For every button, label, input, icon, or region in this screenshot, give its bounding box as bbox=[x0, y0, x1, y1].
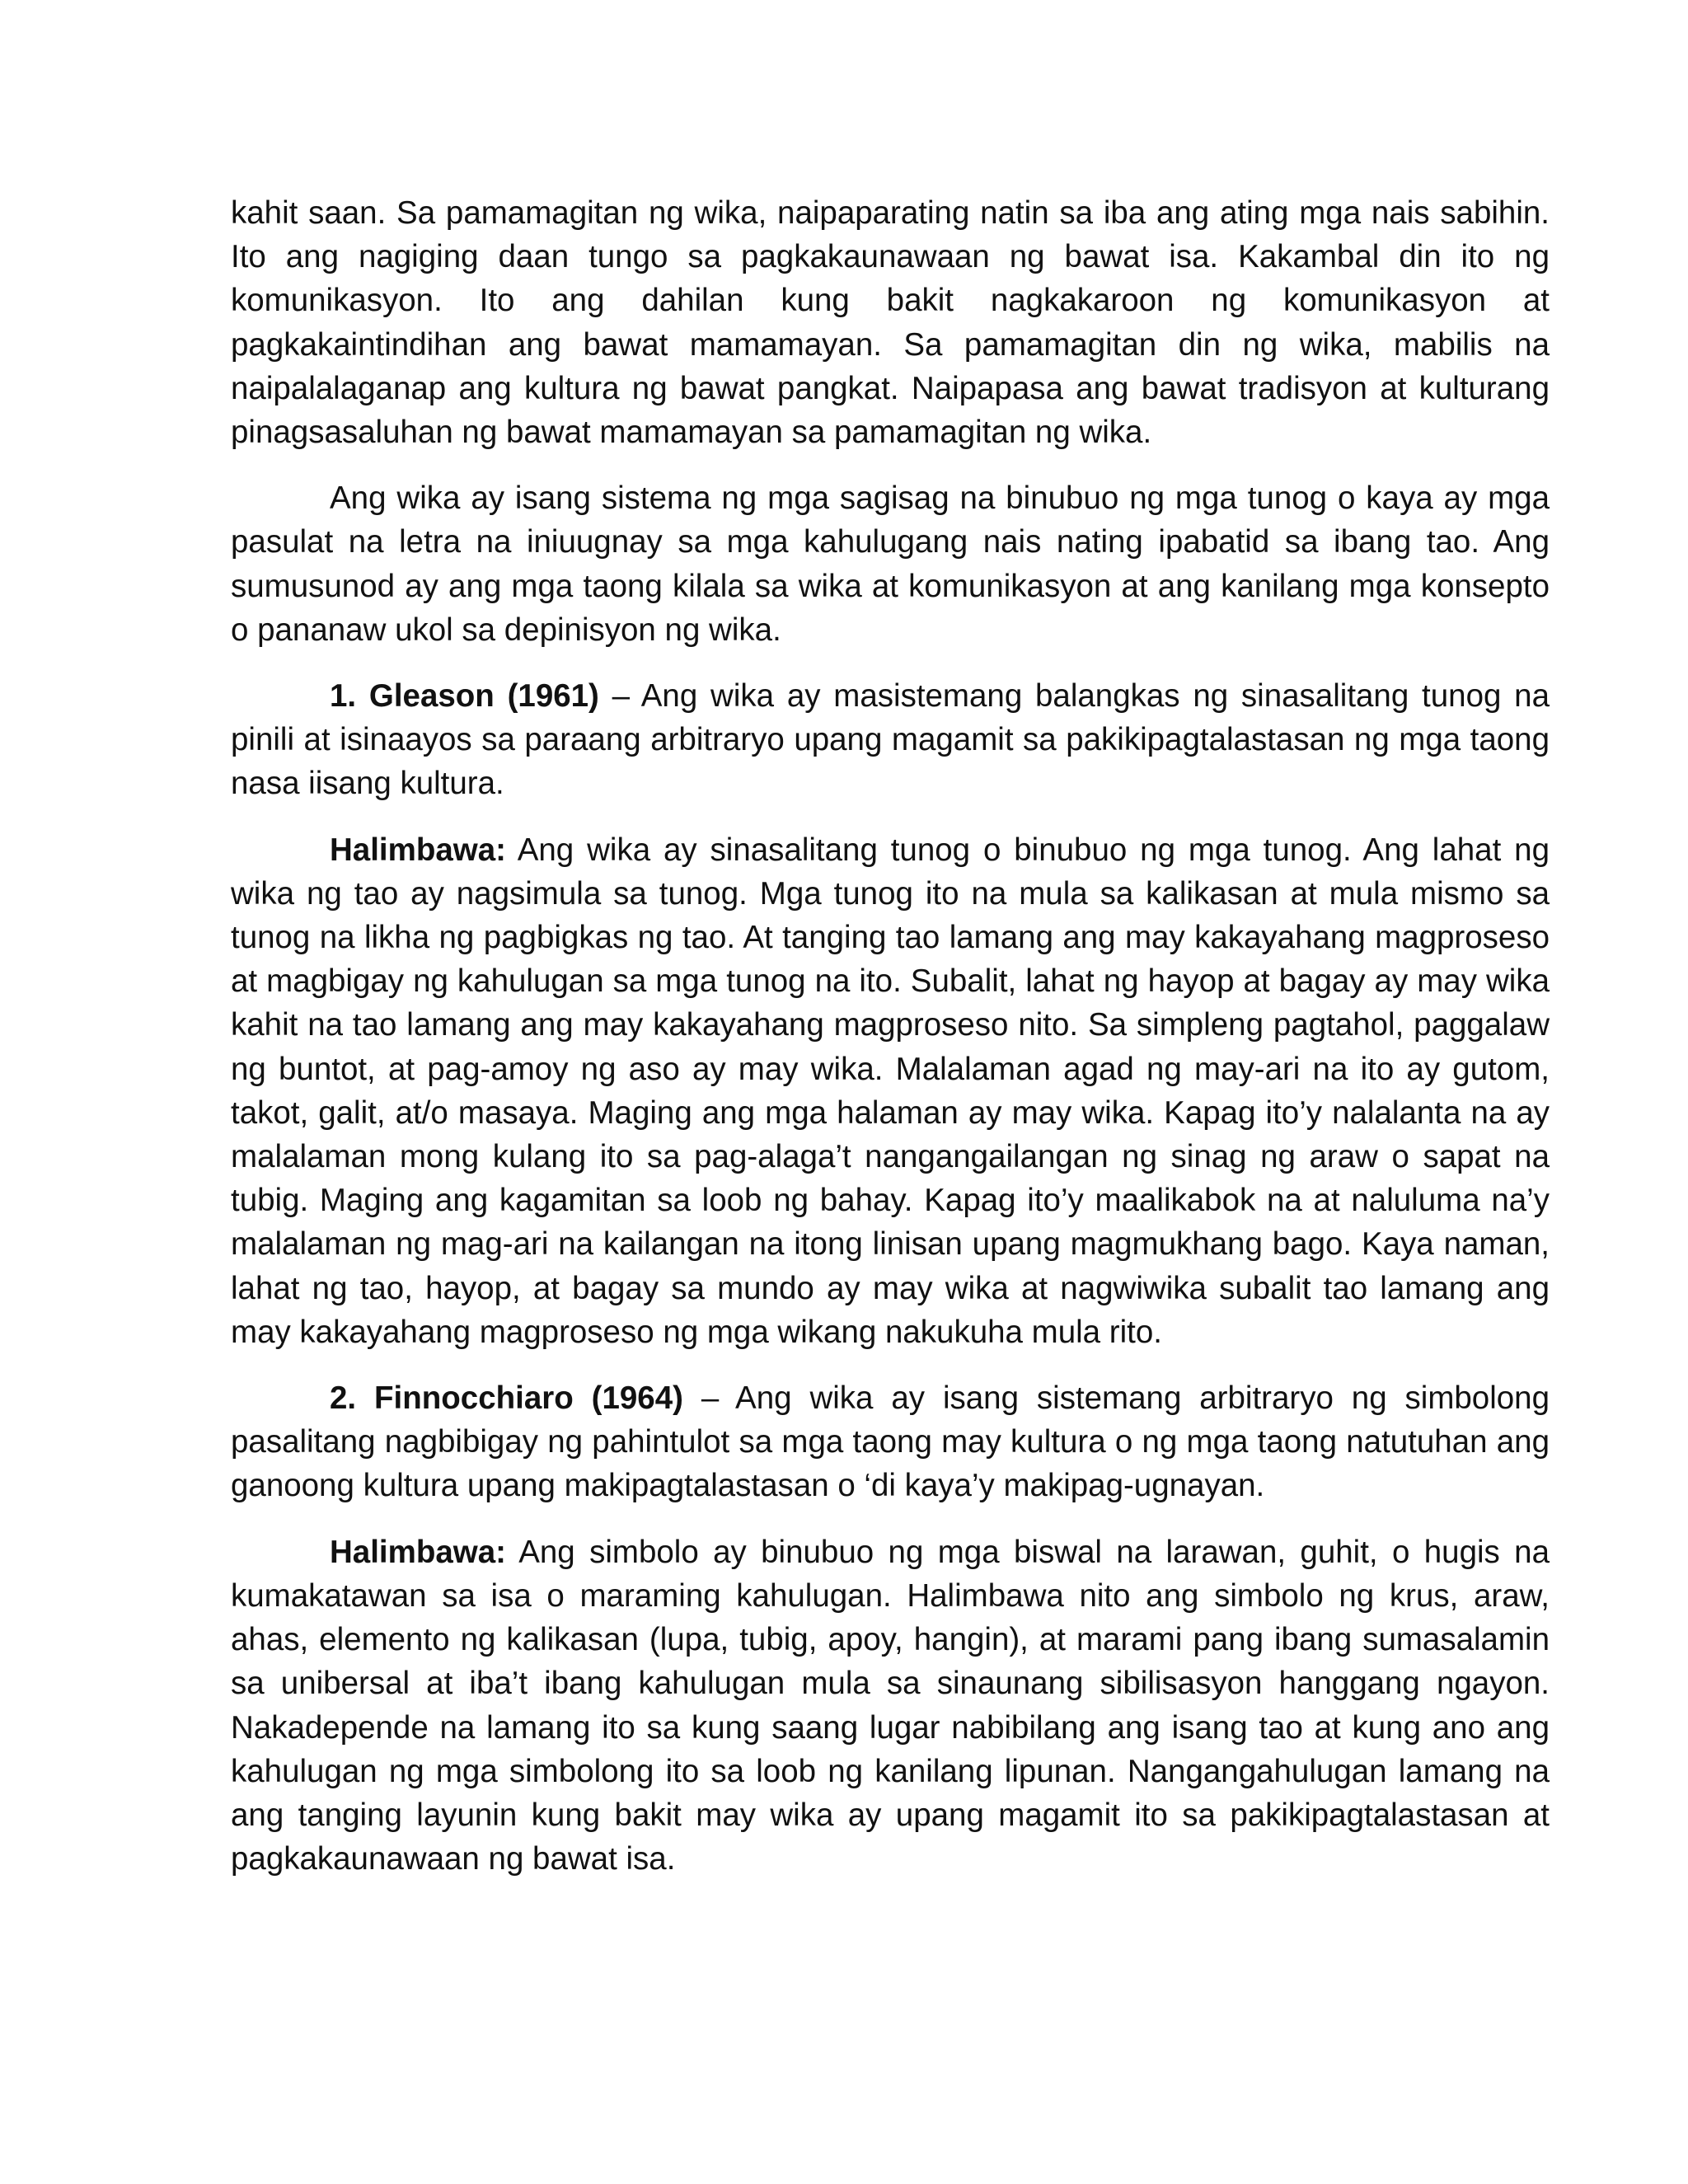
definition-finnocchiaro bbox=[231, 1376, 1550, 1508]
example-gleason bbox=[231, 828, 1550, 1354]
example-label-finnocchiaro: Halimbawa: bbox=[330, 1534, 506, 1570]
definition-heading-finnocchiaro: 2. Finnocchiaro (1964) bbox=[330, 1380, 683, 1417]
definition-text-finnocchiaro: – Ang wika ay isang sistemang arbitraryo ng simbolong pasalitang nagbibigay ng pahintulot sa mga taong may kultura o ng mga taong natutuhan ang ganoong kultura upang makipagtalastasan o ‘di kaya’y makipag-ugnayan. bbox=[231, 1380, 1550, 1504]
example-finnocchiaro bbox=[231, 1530, 1550, 1882]
document-page bbox=[231, 191, 1550, 1903]
paragraph-continuation: kahit saan. Sa pamamagitan ng wika, naipaparating natin sa iba ang ating mga nais sabihin. Ito ang nagiging daan tungo sa pagkakaunawaan ng bawat isa. Kakambal din ito ng komunikasyon. Ito ang dahilan kung bakit nagkakaroon ng komunikasyon at pagkakaintindihan ang bawat mamamayan. Sa pamamagitan din ng wika, mabilis na naipalalaganap ang kultura ng bawat pangkat. Naipapasa ang bawat tradisyon at kulturang pinagsasaluhan ng bawat mamamayan sa pamamagitan ng wika. bbox=[231, 195, 1550, 451]
example-text-gleason: Ang wika ay sinasalitang tunog o binubuo ng mga tunog. Ang lahat ng wika ng tao ay nagsimula sa tunog. Mga tunog ito na mula sa kalikasan at mula mismo sa tunog na likha ng pagbigkas ng tao. At tanging tao lamang ang may kakayahang magproseso at magbigay ng kahulugan sa mga tunog na ito. Subalit, lahat ng hayop at bagay ay may wika kahit na tao lamang ang may kakayahang magproseso nito. Sa simpleng pagtahol, paggalaw ng buntot, at pag-amoy ng aso ay may wika. Malalaman agad ng may-ari na ito ay gutom, takot, galit, at/o masaya. Maging ang mga halaman ay may wika. Kapag ito’y nalalanta na ay malalaman mong kulang ito sa pag-alaga’t nangangailangan ng sinag ng araw o sapat na tubig. Maging ang kagamitan sa loob ng bahay. Kapag ito’y maalikabok na at naluluma na’y malalaman ng mag-ari na kailangan na itong linisan upang magmukhang bago. Kaya naman, lahat ng tao, hayop, at bagay sa mundo ay may wika at nagwiwika subalit tao lamang ang may kakayahang magproseso ng mga wikang nakukuha mula rito. bbox=[231, 832, 1550, 1350]
definition-gleason bbox=[231, 674, 1550, 806]
paragraph-intro: Ang wika ay isang sistema ng mga sagisag na binubuo ng mga tunog o kaya ay mga pasulat na letra na iniuugnay sa mga kahulugang nais nating ipabatid sa ibang tao. Ang sumusunod ay ang mga taong kilala sa wika at komunikasyon at ang kanilang mga konsepto o pananaw ukol sa depinisyon ng wika. bbox=[231, 480, 1550, 648]
definition-text-gleason: – Ang wika ay masistemang balangkas ng sinasalitang tunog na pinili at isinaayos sa paraang arbitraryo upang magamit sa pakikipagtalastasan ng mga taong nasa iisang kultura. bbox=[231, 678, 1550, 802]
example-text-finnocchiaro: Ang simbolo ay binubuo ng mga biswal na larawan, guhit, o hugis na kumakatawan sa isa o maraming kahulugan. Halimbawa nito ang simbolo ng krus, araw, ahas, elemento ng kalikasan (lupa, tubig, apoy, hangin), at marami pang ibang sumasalamin sa unibersal at iba’t ibang kahulugan mula sa sinaunang sibilisasyon hanggang ngayon. Nakadepende na lamang ito sa kung saang lugar nabibilang ang isang tao at kung ano ang kahulugan ng mga simbolong ito sa loob ng kanilang lipunan. Nangangahulugan lamang na ang tanging layunin kung bakit may wika ay upang magamit ito sa pakikipagtalastasan at pagkakaunawaan ng bawat isa. bbox=[231, 1534, 1550, 1877]
definition-heading-gleason: 1. Gleason (1961) bbox=[330, 678, 599, 715]
example-label-gleason: Halimbawa: bbox=[330, 832, 506, 868]
